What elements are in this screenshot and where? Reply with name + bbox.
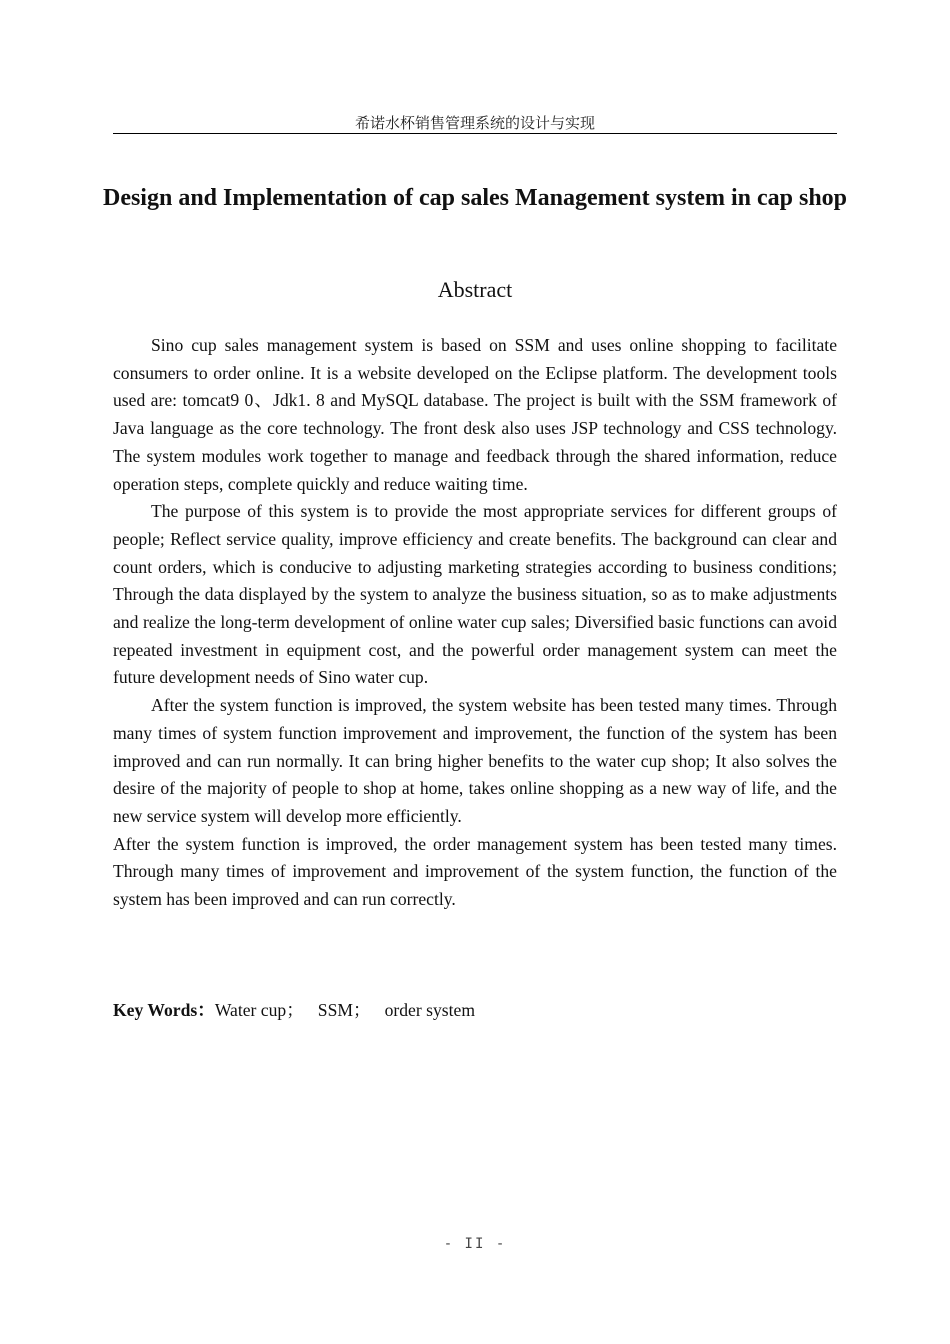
abstract-heading: Abstract — [437, 277, 513, 302]
document-title: Design and Implementation of cap sales Management system in cap shop — [102, 185, 848, 211]
keyword-item: Water cup； — [214, 1000, 304, 1020]
keywords-line — [113, 997, 837, 1023]
abstract-paragraph-3: After the system function is improved, the system website has been tested many times. Through many times of system function improvement and improvement, the function of the system has been improved and can run normally. It can bring higher benefits to the water cup shop; It also solves the desire of the majority of people to shop at home, takes online shopping as a new way of life, and the new service system will develop more efficiently. — [113, 695, 837, 826]
abstract-paragraph-1: Sino cup sales management system is based on SSM and uses online shopping to facilitate consumers to order online. It is a website developed on the Eclipse platform. The development tools used are: tomcat9 0、Jdk1. 8 and MySQL database. The project is built with the SSM framework of Java language as the core technology. The front desk also uses JSP technology and CSS technology. The system modules work together to manage and feedback through the shared information, reduce operation steps, complete quickly and reduce waiting time. — [113, 335, 837, 494]
running-header: 希诺水杯销售管理系统的设计与实现 — [354, 114, 595, 132]
header-rule — [113, 133, 837, 134]
keywords-label: Key Words： — [113, 1000, 215, 1020]
abstract-paragraph-2: The purpose of this system is to provide the most appropriate services for different groups of people; Reflect service quality, improve efficiency and create benefits. The background can clear and count orders, which is conducive to adjusting marketing strategies according to business conditions; Through the data displayed by the system to analyze the business situation, so as to make adjustments and realize the long-term development of online water cup sales; Diversified basic functions can avoid repeated investment in equipment cost, and the powerful order management system can meet the future development needs of Sino water cup. — [113, 501, 837, 688]
keyword-item: order system — [384, 1000, 476, 1020]
abstract-body — [113, 332, 837, 914]
abstract-paragraph-4: After the system function is improved, the order management system has been tested many times. Through many times of improvement and improvement of the system function, the function of the system has been improved and can run correctly. — [113, 833, 837, 910]
page-number: - II - — [443, 1236, 507, 1252]
keyword-item: SSM； — [317, 1000, 371, 1020]
